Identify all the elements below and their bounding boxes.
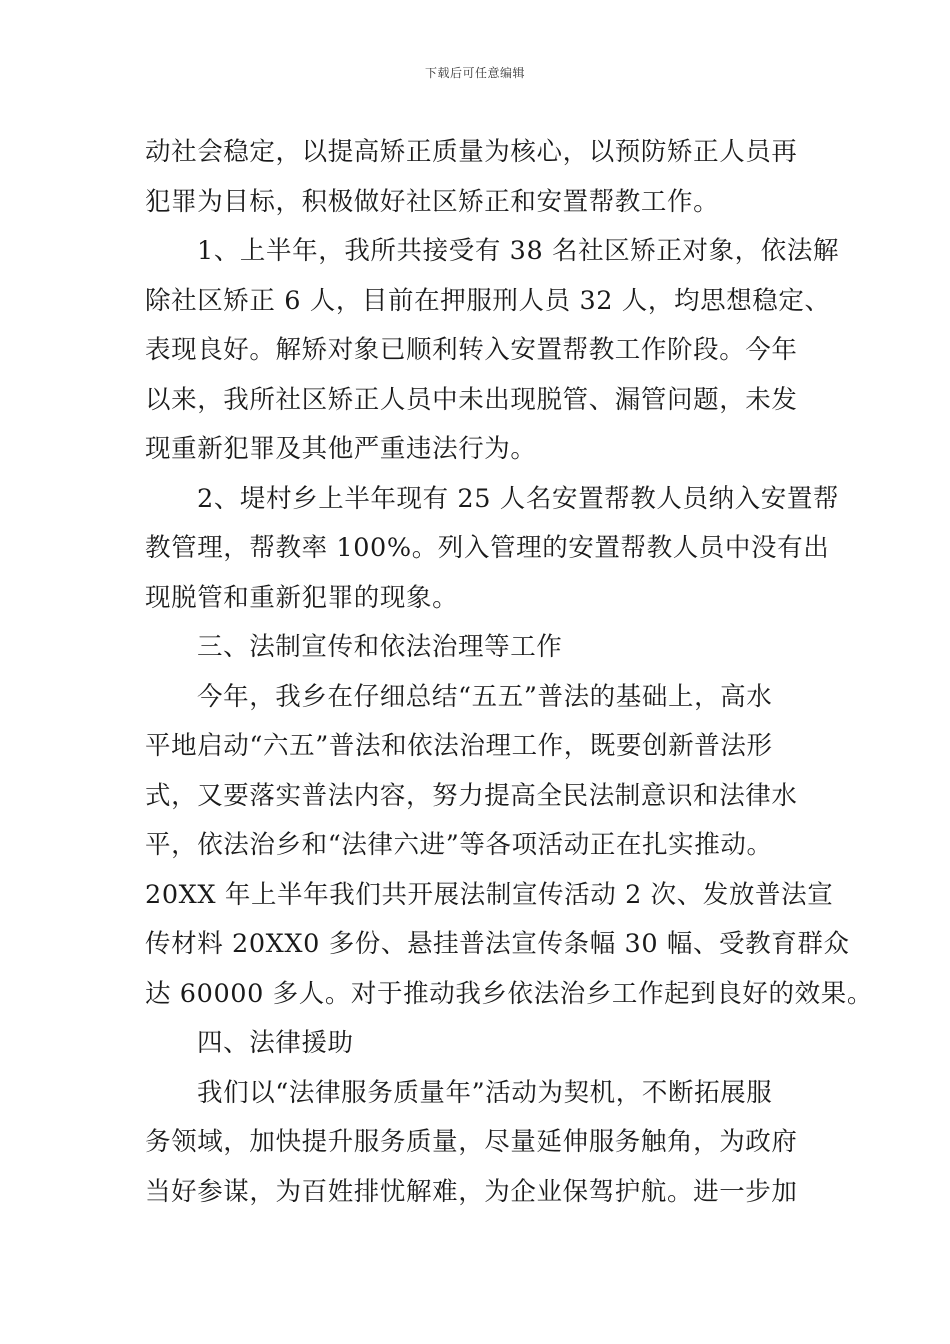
text-line: 平，依法治乡和“法律六进”等各项活动正在扎实推动。 [145, 830, 773, 860]
text-line: 今年，我乡在仔细总结“五五”普法的基础上，高水 [197, 681, 773, 712]
document-body [145, 128, 873, 1217]
text-line: 务领域，加快提升服务质量，尽量延伸服务触角，为政府 [145, 1127, 798, 1157]
text-line: 三、法制宣传和依法治理等工作 [197, 632, 563, 662]
text-line: 表现良好。解矫对象已顺利转入安置帮教工作阶段。今年 [145, 335, 798, 365]
text-line: 除社区矫正 6 人，目前在押服刑人员 32 人，均思想稳定、 [145, 285, 831, 316]
text-line: 20XX 年上半年我们共开展法制宣传活动 2 次、发放普法宣 [145, 879, 834, 910]
text-line: 四、法律援助 [197, 1028, 354, 1058]
text-line: 以来，我所社区矫正人员中未出现脱管、漏管问题，未发 [145, 384, 798, 415]
text-line: 现脱管和重新犯罪的现象。 [145, 582, 459, 613]
text-line: 传材料 20XX0 多份、悬挂普法宣传条幅 30 幅、受教育群众 [145, 929, 850, 959]
text-line: 我们以“法律服务质量年”活动为契机，不断拓展服 [197, 1077, 773, 1108]
text-line: 达 60000 多人。对于推动我乡依法治乡工作起到良好的效果。 [145, 978, 873, 1009]
text-line: 当好参谋，为百姓排忧解难，为企业保驾护航。进一步加 [145, 1176, 798, 1207]
text-line: 式，又要落实普法内容，努力提高全民法制意识和法律水 [145, 780, 798, 811]
text-line: 1、上半年，我所共接受有 38 名社区矫正对象，依法解 [197, 236, 840, 266]
text-line: 动社会稳定，以提高矫正质量为核心，以预防矫正人员再 [145, 137, 798, 167]
text-line: 现重新犯罪及其他严重违法行为。 [145, 434, 537, 464]
text-line: 2、堤村乡上半年现有 25 人名安置帮教人员纳入安置帮 [197, 483, 840, 514]
text-line: 平地启动“六五”普法和依法治理工作，既要创新普法形 [145, 731, 773, 761]
text-line: 犯罪为目标，积极做好社区矫正和安置帮教工作。 [145, 186, 720, 217]
page-header: 下载后可任意编辑 [424, 66, 525, 80]
text-line: 教管理，帮教率 100%。列入管理的安置帮教人员中没有出 [145, 533, 830, 563]
